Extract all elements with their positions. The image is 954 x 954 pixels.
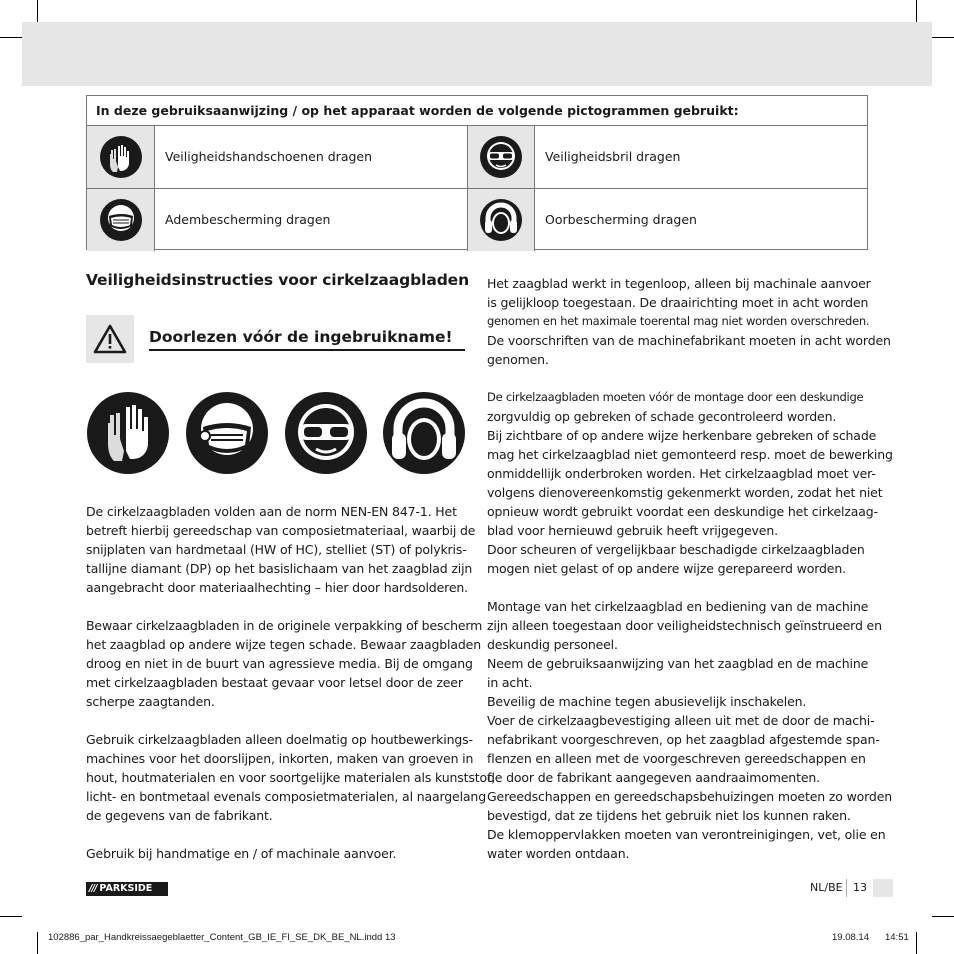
slug-date: 19.08.14	[832, 932, 869, 943]
safety-goggles-icon	[284, 391, 368, 475]
page-tab-marker	[873, 879, 893, 897]
crop-mark	[0, 37, 22, 38]
crop-mark	[0, 916, 22, 917]
respirator-mask-icon	[87, 189, 155, 251]
slug-time: 14:51	[885, 932, 909, 943]
crop-mark	[916, 932, 917, 954]
safety-goggles-icon	[467, 126, 535, 188]
body-paragraph: De cirkelzaagbladen volden aan de norm NEN-EN 847-1. Het betreft hierbij gereedschap van composietmateriaal, waarbij de snijplaten van hardmetaal (HW of HC), stelliet (ST) of polykris- tallijne diamant (DP) op het basislichaam van het zaagblad zijn aangebracht door materiaalhechting – hier door hardsolderen.	[86, 504, 476, 595]
footer-divider	[846, 879, 847, 897]
ear-protection-icon	[467, 189, 535, 251]
pictogram-label: Veiligheidsbril dragen	[545, 149, 681, 164]
slug-filename: 102886_par_Handkreissaegeblaetter_Content_GB_IE_FI_SE_DK_BE_NL.indd 13	[48, 932, 396, 943]
pictogram-label: Veiligheidshandschoenen dragen	[165, 149, 373, 164]
gloves-icon	[87, 126, 155, 188]
crop-mark	[932, 916, 954, 917]
crop-mark	[932, 37, 954, 38]
header-band	[22, 22, 932, 86]
language-code: NL/BE	[810, 881, 843, 894]
body-paragraph: De cirkelzaagbladen moeten vóór de montage door een deskundige zorgvuldig op gebreken of schade gecontroleerd worden. Bij zichtbare of op andere wijze herkenbare gebreken of schade mag het cirkelzaagblad niet gemonteerd resp. moet de bewerking onmiddellijk onderbroken worden. Het cirkelzaagblad moet ver- volgens dienovereenkomstig gekenmerkt worden, zodat het niet opnieuw wordt gebruikt voordat een deskundige het cirkelzaag- blad voor hernieuwd gebruik heeft vrijgegeven. Door scheuren of vergelijkbaar beschadigde cirkelzaagbladen mogen niet gelast of op andere wijze gerepareerd worden.	[487, 390, 893, 576]
pictogram-table	[86, 95, 868, 250]
pictogram-label: Adembescherming dragen	[165, 212, 331, 227]
body-paragraph: Bewaar cirkelzaagbladen in de originele verpakking of bescherm het zaagblad op andere wijze tegen schade. Bewaar zaagbladen droog en niet in de buurt van agressieve media. Bij de omgang met cirkelzaagbladen bestaat gevaar voor letsel door de zeer scherpe zaagtanden.	[86, 618, 483, 709]
respirator-mask-icon	[185, 391, 269, 475]
section-heading: Veiligheidsinstructies voor cirkelzaagbladen	[86, 271, 470, 289]
crop-mark	[916, 0, 917, 22]
gloves-icon	[86, 391, 170, 475]
ear-protection-icon	[382, 391, 466, 475]
warning-heading: Doorlezen vóór de ingebruikname!	[149, 328, 453, 346]
body-paragraph: Het zaagblad werkt in tegenloop, alleen bij machinale aanvoer is gelijkloop toegestaan. De draairichting moet in acht worden genomen en het maximale toerental mag niet worden overschreden. De voorschriften van de machinefabrikant moeten in acht worden genomen.	[487, 276, 891, 367]
body-paragraph: Montage van het cirkelzaagblad en bediening van de machine zijn alleen toegestaan door veiligheidstechnisch geïnstrueerd en deskundig personeel. Neem de gebruiksaanwijzing van het zaagblad en de machine in acht. Beveilig de machine tegen abusievelijk inschakelen. Voer de cirkelzaagbevestiging alleen uit met de door de machi- nefabrikant voorgeschreven, op het zaagblad afgestemde span- flenzen en alleen met de voorgeschreven gereedschappen en de door de fabrikant aangegeven aandraaimomenten. Gereedschappen en gereedschapsbehuizingen moeten zo worden bevestigd, dat ze tijdens het gebruik niet los kunnen raken. De klemoppervlakken moeten van verontreinigingen, vet, olie en water worden ontdaan.	[487, 599, 893, 861]
table-divider	[467, 126, 468, 249]
parkside-logo: /// PARKSIDE	[86, 882, 168, 896]
crop-mark	[37, 0, 38, 22]
pictogram-label: Oorbescherming dragen	[545, 212, 697, 227]
heading-underline	[149, 349, 465, 351]
body-paragraph: Gebruik bij handmatige en / of machinale aanvoer.	[86, 846, 397, 861]
warning-triangle-icon	[86, 315, 134, 363]
body-paragraph: Gebruik cirkelzaagbladen alleen doelmatig op houtbewerkings- machines voor het doorslijpen, inkorten, maken van groeven in hout, houtmaterialen en voor soortgelijke materialen als kunststof, licht- en bontmetaal evenals composietmaterialen, al naargelang de gegevens van de fabrikant.	[86, 732, 496, 823]
pictogram-table-title: In deze gebruiksaanwijzing / op het apparaat worden de volgende pictogrammen gebruikt:	[87, 96, 867, 126]
crop-mark	[37, 932, 38, 954]
page-number: 13	[853, 881, 867, 894]
